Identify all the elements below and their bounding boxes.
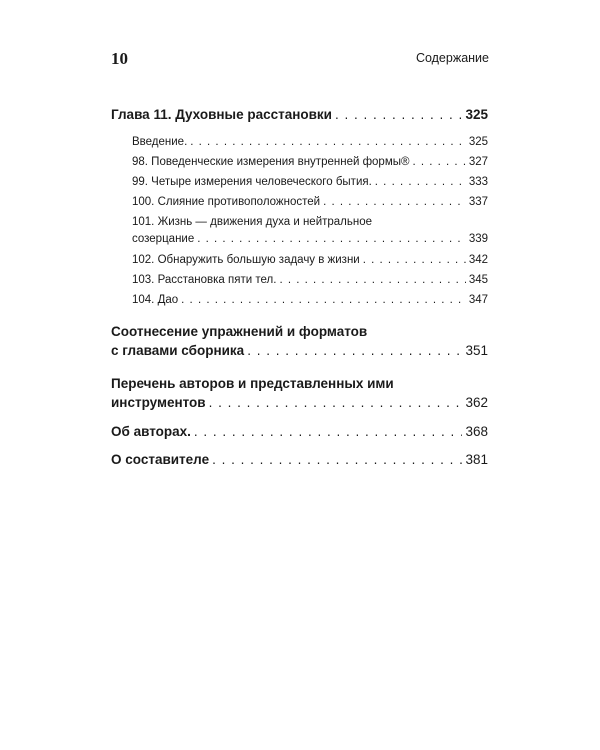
subentry-title: 99. Четыре измерения человеческого бытия. <box>132 176 372 188</box>
toc-subentry[interactable] <box>111 250 488 270</box>
leader-dots <box>247 341 462 361</box>
leader-dots <box>181 290 466 310</box>
subentry-page: 345 <box>468 274 488 286</box>
subentry-title: 102. Обнаружить большую задачу в жизни <box>132 254 360 266</box>
toc-section-entry[interactable] <box>111 448 488 472</box>
subentry-page: 337 <box>468 196 488 208</box>
subentry-page: 342 <box>468 254 488 266</box>
section-title-line2: инструментов <box>111 395 206 410</box>
leader-dots <box>412 152 465 172</box>
toc-subentry[interactable] <box>111 132 488 152</box>
subentry-title: Введение. <box>132 136 188 148</box>
toc-subentry[interactable] <box>111 212 488 248</box>
leader-dots <box>212 448 462 472</box>
toc-subentry[interactable] <box>111 172 488 192</box>
subentry-page: 325 <box>468 136 488 148</box>
section-title: Об авторах. <box>111 424 191 439</box>
subentry-title-line1: 101. Жизнь — движения духа и нейтральное <box>132 216 373 228</box>
toc-section-entry[interactable] <box>111 420 488 444</box>
toc-section-entry[interactable] <box>111 374 488 413</box>
leader-dots <box>197 230 466 248</box>
leader-dots <box>375 172 466 192</box>
leader-dots <box>323 192 466 212</box>
subentry-title-line2: созерцание <box>132 233 195 245</box>
subentry-title: 103. Расстановка пяти тел. <box>132 274 277 286</box>
section-page: 368 <box>465 424 488 439</box>
page-number: 10 <box>111 49 128 68</box>
toc-section-entry[interactable] <box>111 322 488 361</box>
toc-subentry[interactable] <box>111 152 488 172</box>
subentry-title: 104. Дао <box>132 294 179 306</box>
chapter-page: 325 <box>465 107 488 122</box>
section-title-line2: с главами сборника <box>111 343 245 358</box>
section-title-line1: Перечень авторов и представленных ими <box>111 376 394 391</box>
running-header: Содержание <box>415 51 489 65</box>
section-page: 351 <box>465 343 488 358</box>
section-page: 362 <box>465 395 488 410</box>
chapter-title: Глава 11. Духовные расстановки <box>111 107 332 122</box>
toc-subentry[interactable] <box>111 192 488 212</box>
toc-chapter-entry[interactable] <box>111 104 488 126</box>
subentry-page: 327 <box>468 156 488 168</box>
subentry-page: 339 <box>468 233 488 245</box>
leader-dots <box>209 393 463 413</box>
toc-subentry[interactable] <box>111 270 488 290</box>
section-title: О составителе <box>111 452 210 467</box>
subentry-title: 100. Слияние противоположностей <box>132 196 321 208</box>
leader-dots <box>363 250 466 270</box>
toc-subentry[interactable] <box>111 290 488 310</box>
section-title-line1: Соотнесение упражнений и форматов <box>111 324 368 339</box>
leader-dots <box>190 132 466 152</box>
table-of-contents <box>111 104 488 472</box>
subentry-page: 333 <box>468 176 488 188</box>
leader-dots <box>194 420 463 444</box>
leader-dots <box>279 270 465 290</box>
subentry-title: 98. Поведенческие измерения внутренней формы® <box>132 156 410 168</box>
subentry-page: 347 <box>468 294 488 306</box>
leader-dots <box>335 104 462 126</box>
section-page: 381 <box>465 452 488 467</box>
